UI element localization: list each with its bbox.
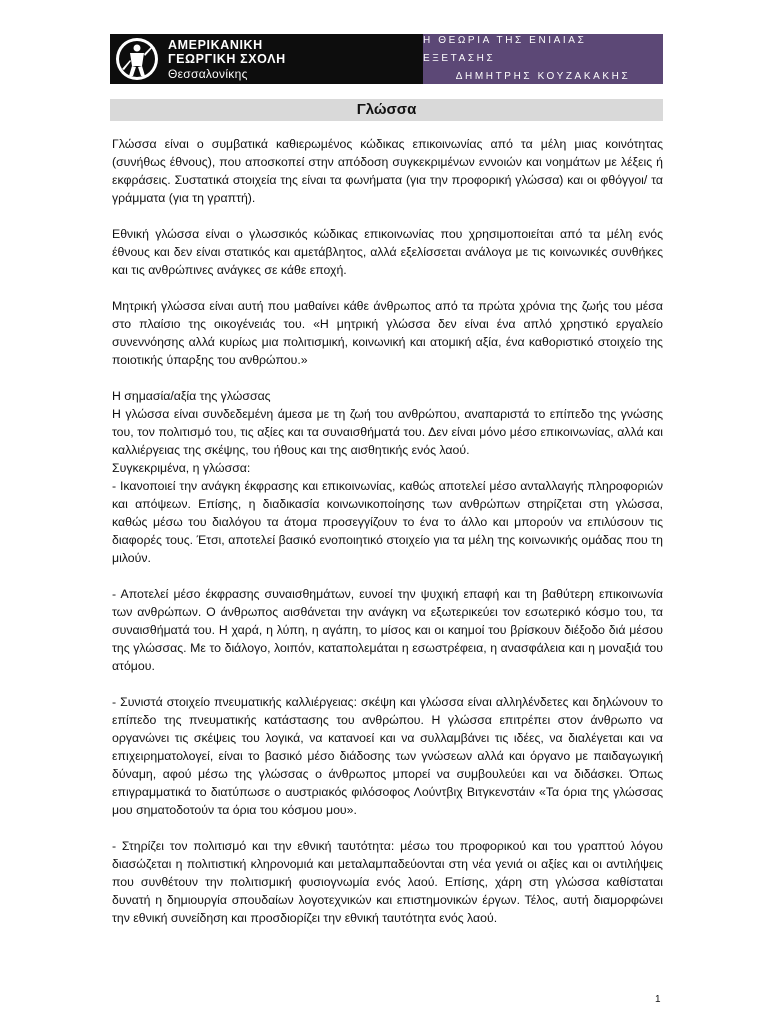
paragraph-definition: Γλώσσα είναι ο συμβατικά καθιερωμένος κώδικας επικοινωνίας από τα μέλη μιας κοινότητας (συνήθως έθνους), που αποσκοπεί στην απόδοση συγκεκριμένων εννοιών και νοημάτων με λέξεις ή εκφράσεις. Συστατικά στοιχεία της είναι τα φωνήματα (για την προφορική γλώσσα) και οι φθόγγοι/ τα γράμματα (για τη γραπτή).	[112, 137, 663, 205]
course-banner	[423, 34, 663, 84]
farmer-emblem-icon	[114, 36, 160, 82]
school-banner	[110, 34, 423, 84]
document-header	[110, 34, 663, 84]
section-heading-importance: Η σημασία/αξία της γλώσσας	[112, 389, 271, 403]
section-title-bar	[110, 99, 663, 121]
paragraph-importance: Η γλώσσα είναι συνδεδεμένη άμεσα με τη ζωή του ανθρώπου, αναπαριστά το επίπεδο της γνώσης του, τον πολιτισμό του, τις αξίες και τα συναισθήματά του. Δεν είναι μόνο μέσο επικοινωνίας, αλλά και καλλιέργειας της σκέψης, του ήθους και της αισθητικής ενός λαού.	[112, 407, 663, 457]
school-name-line2: ΓΕΩΡΓΙΚΗ ΣΧΟΛΗ	[168, 52, 286, 66]
author-name: ΔΗΜΗΤΡΗΣ ΚΟΥΖΑΚΑΚΗΣ	[455, 71, 631, 82]
course-title: Η ΘΕΩΡΙΑ ΤΗΣ ΕΝΙΑΙΑΣ ΕΞΕΤΑΣΗΣ	[423, 35, 587, 64]
list-item-culture-identity: - Στηρίζει τον πολιτισμό και την εθνική ταυτότητα: μέσω του προφορικού και του γραπτού λόγου διασώζεται η πολιτιστική κληρονομιά και μεταλαμπαδεύονται στη νέα γενιά οι αξίες και οι αντιλήψεις που συνθέτουν την πολιτισμική φυσιογνωμία ενός λαού. Επίσης, χάρη στη γλώσσα καθίσταται δυνατή η δημιουργία σπουδαίων λογοτεχνικών και επιστημονικών έργων. Τέλος, αυτή διαμορφώνει την εθνική συνείδηση και προσδιορίζει την εθνική ταυτότητα ενός λαού.	[112, 839, 663, 925]
paragraph-mother-tongue: Μητρική γλώσσα είναι αυτή που μαθαίνει κάθε άνθρωπος από τα πρώτα χρόνια της ζωής του μέσα στο πλαίσιο της οικογένειάς του. «Η μητρική γλώσσα δεν είναι ένα απλό χρηστικό εργαλείο συνεννόησης αλλά κυρίως μια πολιτισμική, κοινωνική και ατομική αξία, ένα καθοριστικό στοιχείο της ποιοτικής ύπαρξης του ανθρώπου.»	[112, 299, 663, 367]
school-city: Θεσσαλονίκης	[168, 66, 248, 81]
document-body	[112, 135, 663, 945]
paragraph-national-language: Εθνική γλώσσα είναι ο γλωσσικός κώδικας επικοινωνίας που χρησιμοποιείται από τα μέλη ενός έθνους και δεν είναι στατικός και αμετάβλητος, αλλά εξελίσσεται ανάλογα με τις κοινωνικές συνθήκες και τις ανθρώπινες ανάγκες σε κάθε εποχή.	[112, 227, 663, 277]
list-item-communication: - Ικανοποιεί την ανάγκη έκφρασης και επικοινωνίας, καθώς αποτελεί μέσο ανταλλαγής πληροφοριών και απόψεων. Επίσης, η διαδικασία κοινωνικοποίησης των ανθρώπων στηρίζεται στη γλώσσα, καθώς μέσω του διαλόγου τα άτομα προσεγγίζουν το ένα το άλλο και μπορούν να επιλύσουν τις διαφορές τους. Έτσι, αποτελεί βασικό ενοποιητικό στοιχείο για τα μέλη της κοινωνικής ομάδας που τη μιλούν.	[112, 479, 663, 565]
list-item-emotions: - Αποτελεί μέσο έκφρασης συναισθημάτων, ευνοεί την ψυχική επαφή και τη βαθύτερη επικοινωνία των ανθρώπων. Ο άνθρωπος αισθάνεται την ανάγκη να εξωτερικεύει τον εσωτερικό κόσμο του, τα συναισθήματά του. Η χαρά, η λύπη, η αγάπη, το μίσος και οι καημοί του βρίσκουν διέξοδο διά μέσου της γλώσσας. Με το διάλογο, λοιπόν, καταπολεμάται η εσωστρέφεια, η ανασφάλεια και η μοναξιά του ατόμου.	[112, 587, 663, 673]
school-name-line1: ΑΜΕΡΙΚΑΝΙΚΗ	[168, 37, 263, 52]
page-number: 1	[655, 994, 661, 1005]
list-item-cultivation: - Συνιστά στοιχείο πνευματικής καλλιέργειας: σκέψη και γλώσσα είναι αλληλένδετες και δηλώνουν το επίπεδο της πνευματικής κατάστασης του ανθρώπου. Η γλώσσα επιτρέπει στον άνθρωπο να οργανώνει τις σκέψεις του λογικά, να κατανοεί και να συλλαμβάνει τις ιδέες, να διαλέγεται και να επιχειρηματολογεί, είναι το βασικό μέσο διάδοσης των γνώσεων αλλά και όργανο με παιδαγωγική δύναμη, αφού μέσω της γλώσσας ο άνθρωπος μπορεί να συμβουλεύει και να διδάσκει. Όπως επιγραμματικά το διατύπωσε ο αυστριακός φιλόσοφος Λούντβιχ Βιτγκενστάιν «Τα όρια της γλώσσας μου σηματοδοτούν τα όρια του κόσμου μου».	[112, 695, 663, 817]
school-name	[168, 39, 286, 80]
page-title: Γλώσσα	[356, 101, 417, 118]
paragraph-importance-intro: Συγκεκριμένα, η γλώσσα:	[112, 461, 251, 475]
